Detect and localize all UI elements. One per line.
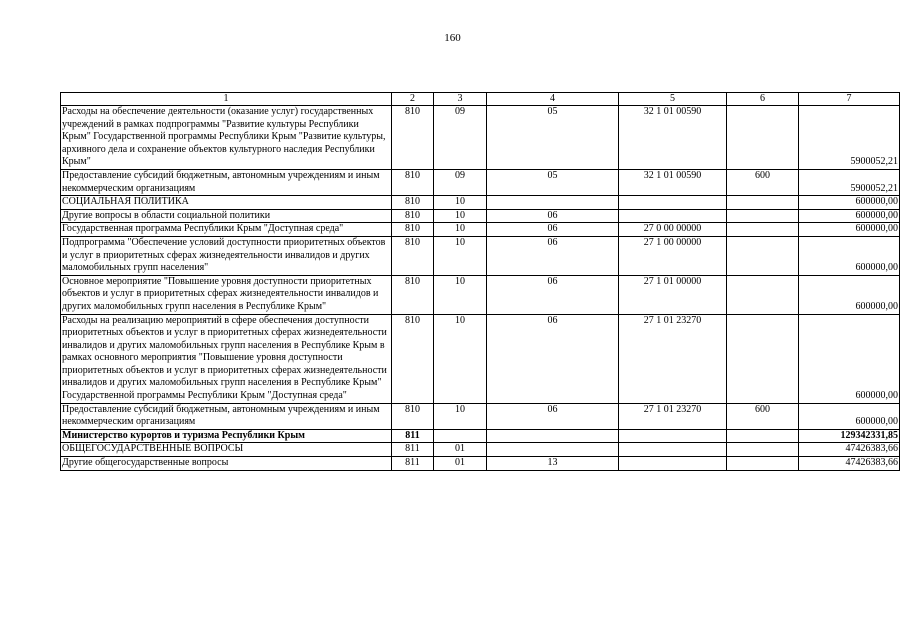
row-code-4: 13 bbox=[487, 457, 619, 471]
column-header-3: 3 bbox=[434, 93, 487, 106]
table-header-row bbox=[61, 93, 900, 106]
row-code-6 bbox=[727, 275, 799, 314]
row-amount: 5900052,21 bbox=[799, 106, 900, 170]
row-description: ОБЩЕГОСУДАРСТВЕННЫЕ ВОПРОСЫ bbox=[61, 443, 392, 457]
column-header-5: 5 bbox=[619, 93, 727, 106]
row-code-2: 811 bbox=[392, 429, 434, 443]
row-code-4: 05 bbox=[487, 169, 619, 195]
column-header-4: 4 bbox=[487, 93, 619, 106]
column-header-6: 6 bbox=[727, 93, 799, 106]
column-header-2: 2 bbox=[392, 93, 434, 106]
row-code-2: 811 bbox=[392, 443, 434, 457]
row-amount: 129342331,85 bbox=[799, 429, 900, 443]
row-code-2: 810 bbox=[392, 275, 434, 314]
row-code-3: 10 bbox=[434, 209, 487, 223]
row-code-2: 810 bbox=[392, 314, 434, 403]
row-amount: 600000,00 bbox=[799, 275, 900, 314]
row-code-6 bbox=[727, 443, 799, 457]
row-code-5: 32 1 01 00590 bbox=[619, 169, 727, 195]
budget-table bbox=[60, 92, 900, 471]
row-amount: 600000,00 bbox=[799, 403, 900, 429]
table-row bbox=[61, 223, 900, 237]
row-description: Подпрограмма "Обеспечение условий доступности приоритетных объектов и услуг в приоритетных сферах жизнедеятельности инвалидов и других маломобильных групп населения" bbox=[61, 236, 392, 275]
row-description: Предоставление субсидий бюджетным, автономным учреждениям и иным некоммерческим организациям bbox=[61, 169, 392, 195]
table-row bbox=[61, 457, 900, 471]
row-code-5 bbox=[619, 429, 727, 443]
row-description: Расходы на реализацию мероприятий в сфере обеспечения доступности приоритетных объектов и услуг в приоритетных сферах жизнедеятельности инвалидов и других маломобильных групп населения в Республике Крым в рамках основного мероприятия "Повышение уровня доступности приоритетных объектов и услуг в приоритетных сферах жизнедеятельности инвалидов и других маломобильных групп населения в Республике Крым" Государственной программы Республики Крым "Доступная среда" bbox=[61, 314, 392, 403]
row-code-4 bbox=[487, 196, 619, 210]
row-description: Основное мероприятие "Повышение уровня доступности приоритетных объектов и услуг в приоритетных сферах жизнедеятельности инвалидов и других маломобильных групп населения в Республике Крым" bbox=[61, 275, 392, 314]
row-code-6 bbox=[727, 209, 799, 223]
row-code-4: 05 bbox=[487, 106, 619, 170]
row-amount: 600000,00 bbox=[799, 236, 900, 275]
row-code-2: 810 bbox=[392, 196, 434, 210]
row-code-5 bbox=[619, 209, 727, 223]
row-description: Расходы на обеспечение деятельности (оказание услуг) государственных учреждений в рамках подпрограммы "Развитие культуры Республики Крым" Государственной программы Республики Крым "Развитие культуры, архивного дела и сохранение объектов культурного наследия Республики Крым" bbox=[61, 106, 392, 170]
row-code-6 bbox=[727, 196, 799, 210]
row-code-6 bbox=[727, 314, 799, 403]
table-row bbox=[61, 429, 900, 443]
row-code-3: 09 bbox=[434, 169, 487, 195]
row-code-6 bbox=[727, 429, 799, 443]
row-code-6 bbox=[727, 457, 799, 471]
row-amount: 600000,00 bbox=[799, 314, 900, 403]
row-code-3 bbox=[434, 429, 487, 443]
row-code-3: 10 bbox=[434, 403, 487, 429]
row-code-3: 01 bbox=[434, 457, 487, 471]
row-amount: 600000,00 bbox=[799, 209, 900, 223]
row-code-5 bbox=[619, 196, 727, 210]
row-description: СОЦИАЛЬНАЯ ПОЛИТИКА bbox=[61, 196, 392, 210]
row-code-2: 810 bbox=[392, 209, 434, 223]
table-row bbox=[61, 106, 900, 170]
table-row bbox=[61, 275, 900, 314]
row-code-3: 10 bbox=[434, 314, 487, 403]
row-code-2: 810 bbox=[392, 236, 434, 275]
table-row bbox=[61, 236, 900, 275]
row-code-5: 27 1 01 23270 bbox=[619, 403, 727, 429]
row-code-3: 09 bbox=[434, 106, 487, 170]
table-row bbox=[61, 314, 900, 403]
column-header-7: 7 bbox=[799, 93, 900, 106]
table-row bbox=[61, 403, 900, 429]
table-row bbox=[61, 443, 900, 457]
row-code-4 bbox=[487, 429, 619, 443]
table-row bbox=[61, 169, 900, 195]
row-code-5: 32 1 01 00590 bbox=[619, 106, 727, 170]
row-code-3: 10 bbox=[434, 236, 487, 275]
row-amount: 5900052,21 bbox=[799, 169, 900, 195]
row-code-4: 06 bbox=[487, 314, 619, 403]
row-code-4: 06 bbox=[487, 209, 619, 223]
row-amount: 600000,00 bbox=[799, 196, 900, 210]
column-header-1: 1 bbox=[61, 93, 392, 106]
row-amount: 600000,00 bbox=[799, 223, 900, 237]
row-amount: 47426383,66 bbox=[799, 457, 900, 471]
row-code-3: 10 bbox=[434, 223, 487, 237]
row-code-4: 06 bbox=[487, 236, 619, 275]
row-code-4: 06 bbox=[487, 275, 619, 314]
row-code-5 bbox=[619, 443, 727, 457]
row-description: Другие общегосударственные вопросы bbox=[61, 457, 392, 471]
row-code-6 bbox=[727, 106, 799, 170]
row-code-2: 811 bbox=[392, 457, 434, 471]
row-description: Другие вопросы в области социальной политики bbox=[61, 209, 392, 223]
row-code-5: 27 1 01 00000 bbox=[619, 275, 727, 314]
row-code-5: 27 1 00 00000 bbox=[619, 236, 727, 275]
row-code-2: 810 bbox=[392, 403, 434, 429]
row-code-5: 27 0 00 00000 bbox=[619, 223, 727, 237]
row-code-3: 01 bbox=[434, 443, 487, 457]
page-number: 160 bbox=[444, 32, 461, 44]
row-code-5: 27 1 01 23270 bbox=[619, 314, 727, 403]
row-code-6: 600 bbox=[727, 403, 799, 429]
row-code-4: 06 bbox=[487, 403, 619, 429]
row-description: Государственная программа Республики Крым "Доступная среда" bbox=[61, 223, 392, 237]
row-code-2: 810 bbox=[392, 169, 434, 195]
row-code-2: 810 bbox=[392, 106, 434, 170]
row-code-6 bbox=[727, 236, 799, 275]
row-code-3: 10 bbox=[434, 196, 487, 210]
row-code-6 bbox=[727, 223, 799, 237]
row-code-5 bbox=[619, 457, 727, 471]
row-code-4: 06 bbox=[487, 223, 619, 237]
row-code-4 bbox=[487, 443, 619, 457]
row-description: Министерство курортов и туризма Республики Крым bbox=[61, 429, 392, 443]
row-code-6: 600 bbox=[727, 169, 799, 195]
row-description: Предоставление субсидий бюджетным, автономным учреждениям и иным некоммерческим организациям bbox=[61, 403, 392, 429]
row-code-2: 810 bbox=[392, 223, 434, 237]
row-code-3: 10 bbox=[434, 275, 487, 314]
row-amount: 47426383,66 bbox=[799, 443, 900, 457]
table-row bbox=[61, 209, 900, 223]
table-row bbox=[61, 196, 900, 210]
